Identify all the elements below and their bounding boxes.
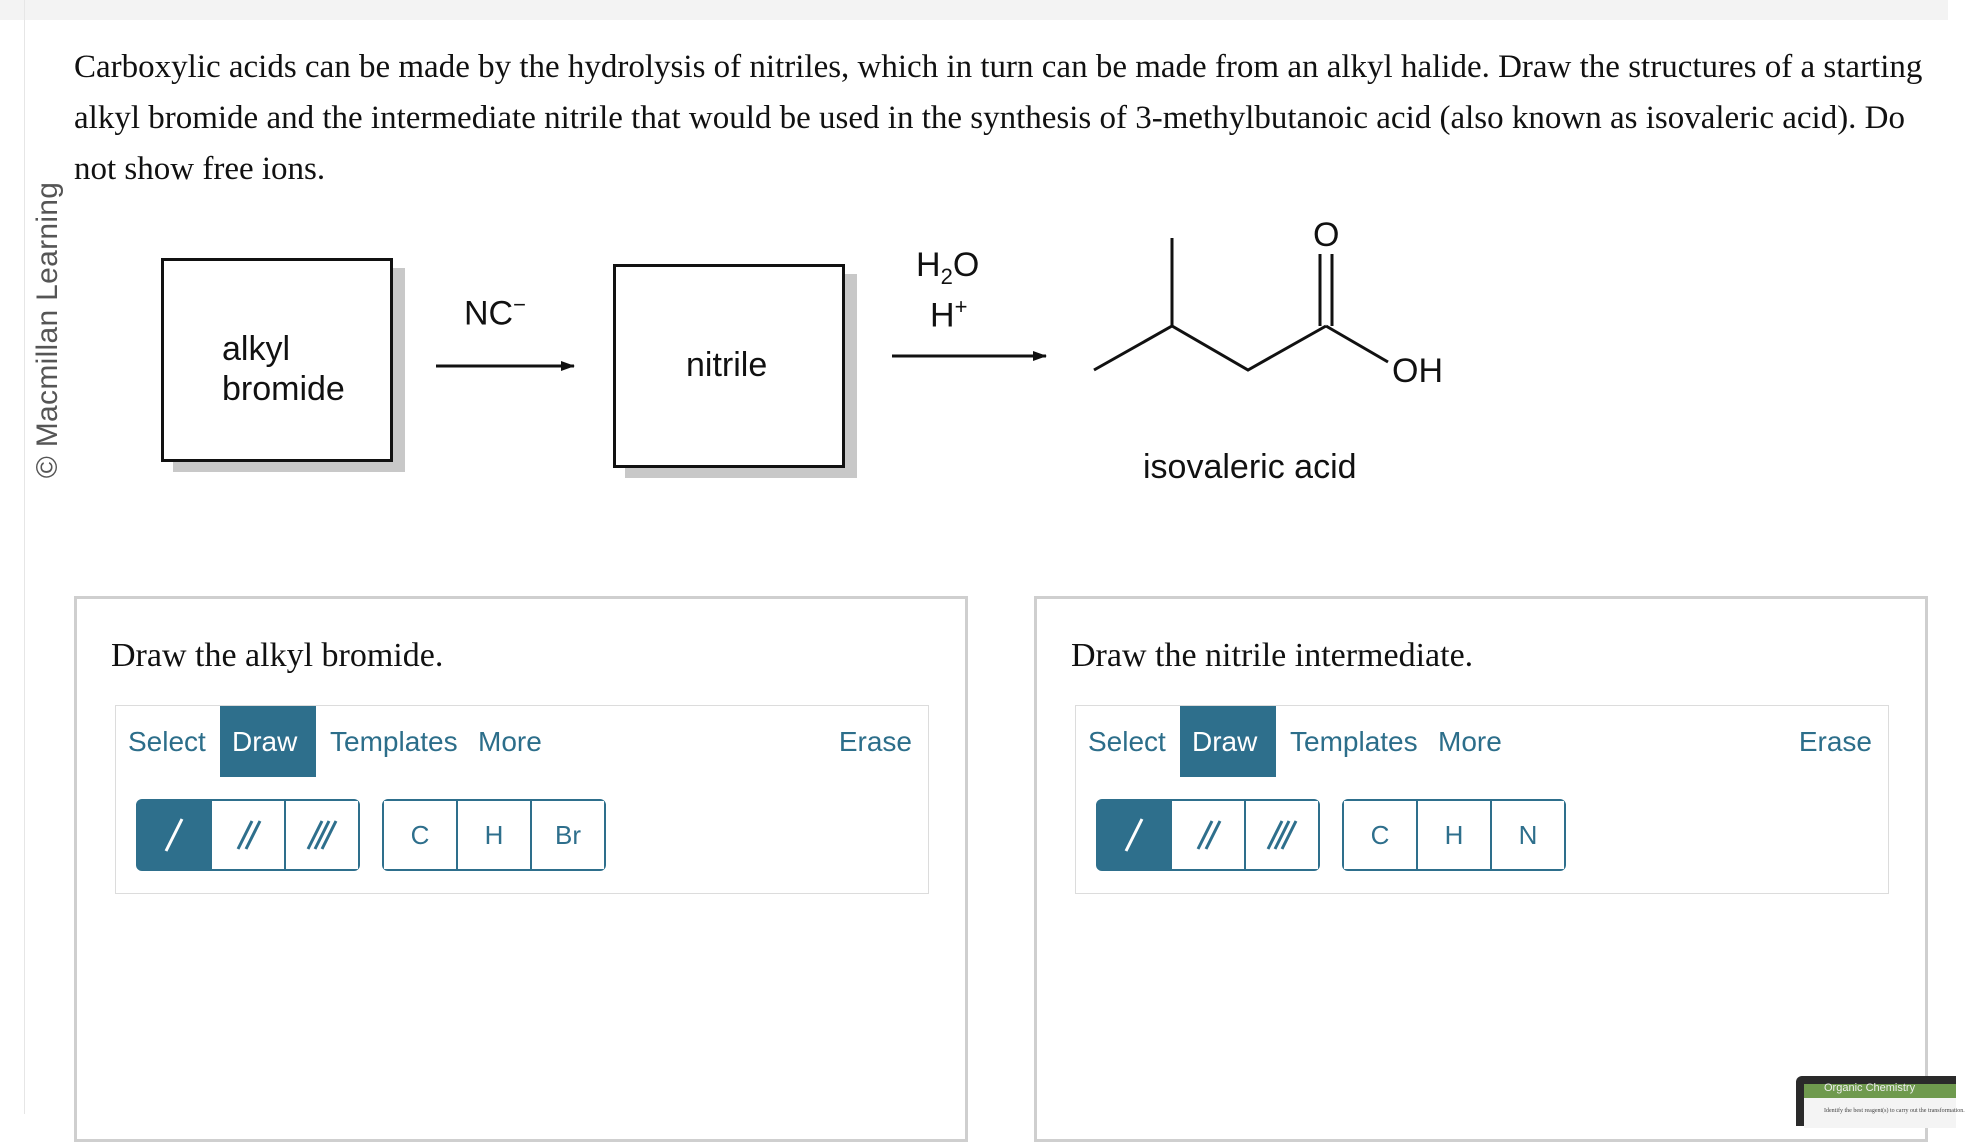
triple-bond-button[interactable] bbox=[286, 801, 358, 869]
reagent-acid: H+ bbox=[930, 294, 968, 335]
scheme-graphics bbox=[0, 0, 1948, 560]
oxygen-atom-label: O bbox=[1313, 216, 1340, 254]
alkyl-bromide-panel bbox=[74, 596, 968, 1142]
drawing-tools bbox=[1075, 777, 1889, 894]
thumbnail-text: Identify the best reagent(s) to carry out the transformation. bbox=[1824, 1108, 1965, 1114]
atom-tools bbox=[382, 799, 606, 871]
editor-toolbar bbox=[115, 705, 929, 779]
tab-select[interactable]: Select bbox=[1088, 726, 1166, 757]
double-bond-icon bbox=[232, 815, 264, 855]
bond-tools bbox=[1096, 799, 1320, 871]
single-bond-icon bbox=[1118, 815, 1150, 855]
carbon-atom-button[interactable]: C bbox=[384, 801, 458, 869]
triple-bond-button[interactable] bbox=[1246, 801, 1318, 869]
reagent-water: $H_2O$ bbox=[916, 246, 980, 289]
atom-tools bbox=[1342, 799, 1566, 871]
product-name: isovaleric acid bbox=[1143, 448, 1357, 486]
hydroxyl-bond bbox=[1326, 326, 1388, 362]
bond-tools bbox=[136, 799, 360, 871]
single-bond-icon bbox=[158, 815, 190, 855]
hydrogen-atom-button[interactable]: H bbox=[1418, 801, 1492, 869]
copyright-label: © Macmillan Learning bbox=[31, 181, 64, 479]
nitrogen-atom-button[interactable]: N bbox=[1492, 801, 1564, 869]
single-bond-button[interactable] bbox=[1098, 801, 1172, 869]
erase-button[interactable]: Erase bbox=[838, 726, 912, 757]
question-text: Carboxylic acids can be made by the hydrolysis of nitriles, which in turn can be made from an alkyl halide. Draw the structures of a starting alkyl bromide and the intermediate nitrile that would be used in the synthesis of 3-methylbutanoic acid (also known as isovaleric acid). Do not show free ions. bbox=[74, 49, 1923, 187]
editor-toolbar bbox=[1075, 705, 1889, 779]
tab-draw[interactable]: Draw bbox=[220, 706, 316, 778]
hydrogen-atom-button[interactable]: H bbox=[458, 801, 532, 869]
thumbnail-preview[interactable] bbox=[1796, 1076, 1965, 1126]
triple-bond-icon bbox=[1264, 815, 1300, 855]
carbon-atom-button[interactable]: C bbox=[1344, 801, 1418, 869]
bromine-atom-button[interactable]: Br bbox=[532, 801, 604, 869]
drawing-tools bbox=[115, 777, 929, 894]
isovaleric-acid-skeleton bbox=[1094, 326, 1326, 370]
thumbnail-title: Organic Chemistry bbox=[1824, 1082, 1916, 1094]
alkyl-bromide-label: alkyl bromide bbox=[222, 330, 345, 408]
single-bond-button[interactable] bbox=[138, 801, 212, 869]
nitrile-label: nitrile bbox=[686, 346, 768, 384]
reagent-cyanide: NC− bbox=[464, 292, 526, 333]
panel-title: Draw the nitrile intermediate. bbox=[1071, 637, 1474, 674]
triple-bond-icon bbox=[304, 815, 340, 855]
hydroxyl-label: OH bbox=[1392, 352, 1443, 390]
tab-select[interactable]: Select bbox=[128, 726, 206, 757]
tab-more[interactable]: More bbox=[1438, 726, 1502, 757]
tab-more[interactable]: More bbox=[478, 726, 542, 757]
double-bond-button[interactable] bbox=[212, 801, 286, 869]
panel-title: Draw the alkyl bromide. bbox=[111, 637, 444, 674]
tab-draw[interactable]: Draw bbox=[1180, 706, 1276, 778]
double-bond-icon bbox=[1192, 815, 1224, 855]
tab-templates[interactable]: Templates bbox=[1290, 726, 1418, 757]
nitrile-panel bbox=[1034, 596, 1928, 1142]
double-bond-button[interactable] bbox=[1172, 801, 1246, 869]
erase-button[interactable]: Erase bbox=[1798, 726, 1872, 757]
reaction-scheme bbox=[0, 0, 1948, 560]
tab-templates[interactable]: Templates bbox=[330, 726, 458, 757]
